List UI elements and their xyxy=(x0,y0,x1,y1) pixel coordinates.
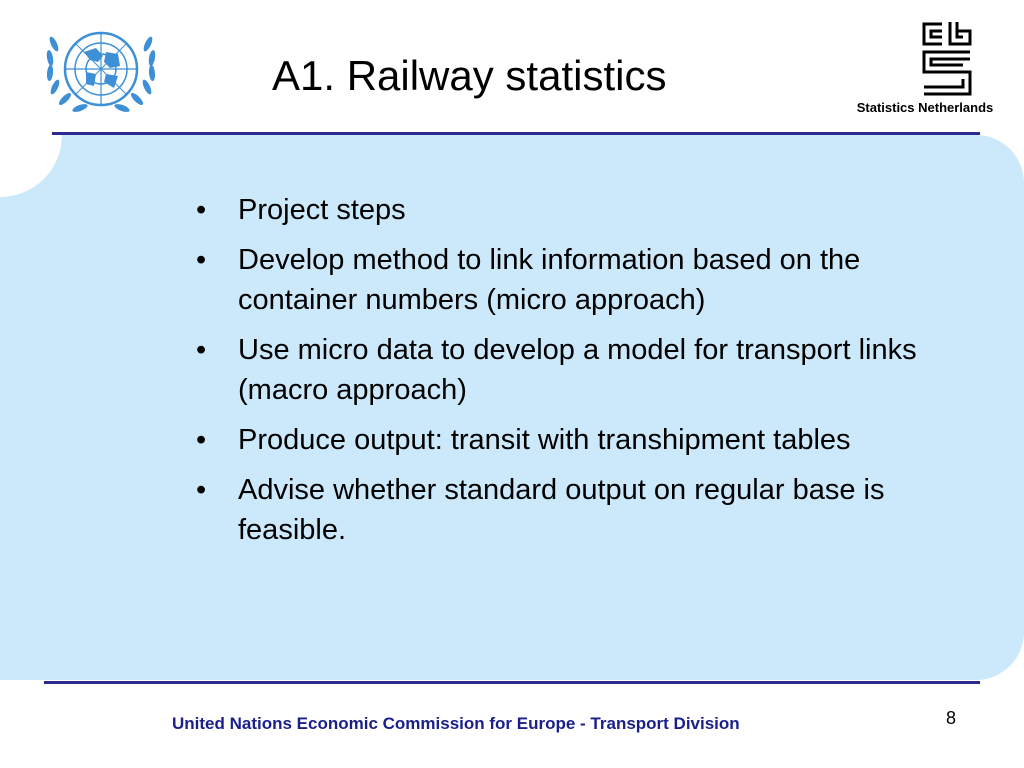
bullet-text: Advise whether standard output on regular base is feasible. xyxy=(238,474,885,546)
bullet-text: Develop method to link information based on the container numbers (micro approach) xyxy=(238,244,861,316)
un-emblem-icon xyxy=(40,22,162,120)
slide-title: A1. Railway statistics xyxy=(272,52,667,99)
bullet-item xyxy=(196,240,936,320)
footer-text: United Nations Economic Commission for Europe - Transport Division xyxy=(172,714,740,733)
bullet-dot-icon: • xyxy=(196,334,207,366)
bullet-text: Produce output: transit with transhipment tables xyxy=(238,424,851,456)
bullet-item xyxy=(196,330,936,410)
bottom-divider xyxy=(44,681,980,684)
page-number: 8 xyxy=(946,708,957,728)
logo-caption: Statistics Netherlands xyxy=(856,100,994,115)
bullet-item xyxy=(196,190,936,230)
bullet-text: Use micro data to develop a model for transport links (macro approach) xyxy=(238,334,917,406)
bullet-dot-icon: • xyxy=(196,194,207,226)
bullet-list xyxy=(196,190,936,560)
bullet-dot-icon: • xyxy=(196,244,207,276)
bullet-dot-icon: • xyxy=(196,474,207,506)
bullet-text: Project steps xyxy=(238,194,406,226)
bullet-dot-icon: • xyxy=(196,424,207,456)
bullet-item xyxy=(196,470,936,550)
bullet-item xyxy=(196,420,936,460)
cbs-logo-icon xyxy=(920,20,974,98)
